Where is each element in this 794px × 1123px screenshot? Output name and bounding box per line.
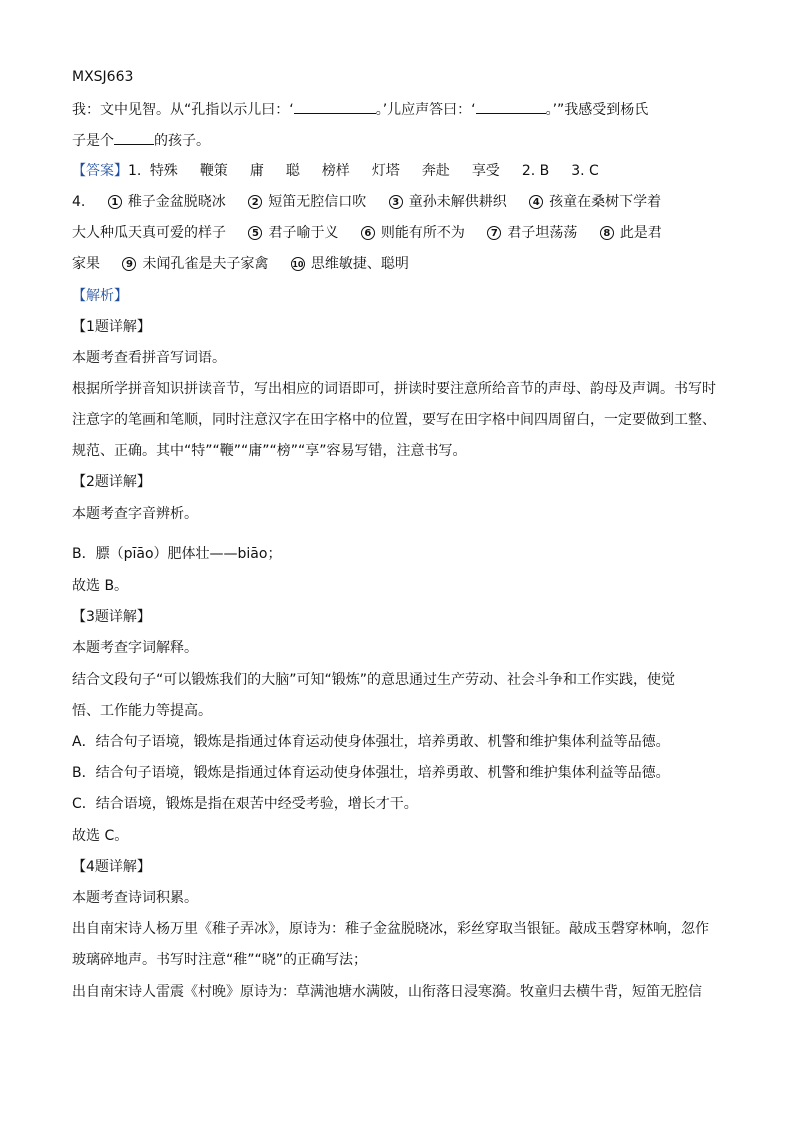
answer-4-item: 大人种瓜天真可爱的样子 [72,225,226,241]
analysis-label: 【解析】 [72,288,128,304]
answer-word: 奔赴 [421,163,450,179]
answer-4-item: 童孙未解供耕织 [408,194,507,210]
answer-4-item: 则能有所不为 [380,225,465,241]
section-1-title: 【1题详解】 [72,319,151,335]
answer-4-prefix: 4. [72,194,86,210]
circled-number: 3 [389,195,403,209]
answer-4-item: 君子坦荡荡 [507,225,578,241]
answer-4-item: 稚子金盆脱晓冰 [127,194,226,210]
section-2-title: 【2题详解】 [72,474,151,490]
question-line-2 [72,130,722,151]
answer-1-prefix: 1. [128,163,142,179]
answer-4-item: 未闻孔雀是夫子家禽 [142,256,269,272]
section-4-title: 【4题详解】 [72,859,151,875]
answer-word: 特殊 [149,163,178,179]
section-1-para: 根据所学拼音知识拼读音节，写出相应的词语即可，拼读时要注意所给音节的声母、韵母及声调。书写时 [72,381,716,397]
answer-2: 2. B [521,163,550,179]
section-3-option-b: B．结合句子语境，锻炼是指通过体育运动使身体强壮，培养勇敢、机警和维护集体利益等品德。 [72,765,670,781]
section-1-para: 注意字的笔画和笔顺，同时注意汉字在田字格中的位置，要写在田字格中间四周留白，一定要做到工整、 [72,412,716,428]
answer-4-item: 思维敏捷、聪明 [310,256,409,272]
question-text-b: 。’儿应声答曰：‘ [375,102,476,118]
section-4-para: 出自南宋诗人雷震《村晚》原诗为：草满池塘水满陂，山衔落日浸寒漪。牧童归去横牛背，短笛无腔信 [72,984,702,1000]
circled-number: 7 [487,226,501,240]
section-4-para: 本题考查诗词积累。 [72,890,198,906]
section-3-para: 悟、工作能力等提高。 [72,703,212,719]
answer-blank-1[interactable] [294,99,376,114]
section-4-para: 玻璃碎地声。书写时注意“稚”“晓”的正确写法； [72,952,368,968]
section-3-option-c: C．结合语境，锻炼是指在艰苦中经受考验，增长才干。 [72,796,418,812]
answer-4-item: 孩童在桑树下学着 [549,194,662,210]
answer-4-line-3 [72,254,722,274]
question-line-1 [72,99,722,120]
section-3-option-a: A．结合句子语境，锻炼是指通过体育运动使身体强壮，培养勇敢、机警和维护集体利益等品德。 [72,734,670,750]
answer-line [72,161,722,181]
question-text-a: 我：文中见智。从“孔指以示儿曰：‘ [72,102,294,118]
section-3-para: 本题考查字词解释。 [72,640,198,656]
section-2-para: 故选 B。 [72,578,129,594]
circled-number: 6 [361,226,375,240]
answer-4-line-1 [72,192,722,212]
section-3-para: 故选 C。 [72,828,129,844]
answer-4-item: 家果 [72,256,100,272]
section-2-para: B．膘（pīāo）肥体壮——biāo； [72,546,282,562]
circled-number: 5 [248,226,262,240]
circled-number: 1 [108,195,122,209]
answer-word: 鞭策 [199,163,228,179]
section-1-para: 本题考查看拼音写词语。 [72,350,226,366]
circled-number: 9 [122,257,136,271]
answer-3: 3. C [571,163,599,179]
question-text-d: 子是个 [72,133,114,149]
answer-4-item: 此是君 [619,225,662,241]
section-3-para: 结合文段句子“可以锻炼我们的大脑”可知“锻炼”的意思通过生产劳动、社会斗争和工作实践，使觉 [72,672,676,688]
doc-code: MXSJ663 [72,69,134,85]
circled-number: 8 [600,226,614,240]
answer-blank-2[interactable] [476,99,546,114]
circled-number: 4 [529,195,543,209]
answer-4-item: 君子喻于义 [268,225,339,241]
question-text-e: 的孩子。 [154,133,210,149]
answer-blank-3[interactable] [114,130,154,145]
answer-word: 灯塔 [371,163,400,179]
question-text-c: 。’”我感受到杨氏 [545,102,649,118]
answer-4-item: 短笛无腔信口吹 [268,194,367,210]
answer-label: 【答案】 [72,163,128,179]
circled-number: 2 [248,195,262,209]
section-2-para: 本题考查字音辨析。 [72,506,198,522]
section-4-para: 出自南宋诗人杨万里《稚子弄冰》，原诗为：稚子金盆脱晓冰，彩丝穿取当银钲。敲成玉磬穿林响，忽作 [72,921,709,937]
circled-number: 10 [291,257,305,271]
answer-word: 享受 [471,163,500,179]
answer-word: 榜样 [321,163,350,179]
answer-4-line-2 [72,223,722,243]
section-3-title: 【3题详解】 [72,609,151,625]
section-1-para: 规范、正确。其中“特”“鞭”“庸”“榜”“享”容易写错，注意书写。 [72,443,467,459]
answer-word: 聪 [285,163,300,179]
answer-word: 庸 [249,163,264,179]
